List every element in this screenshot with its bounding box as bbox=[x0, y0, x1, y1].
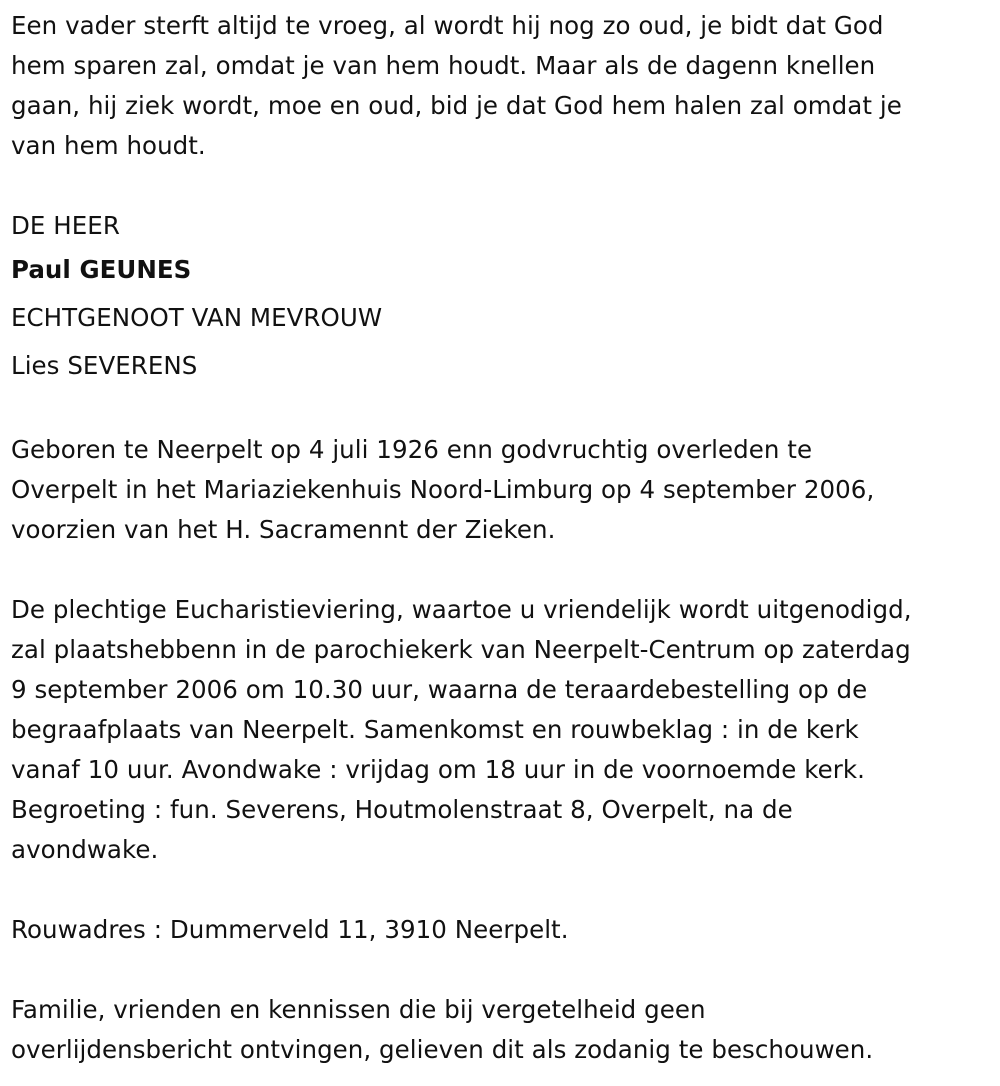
relation-label: ECHTGENOOT VAN MEVROUW bbox=[11, 303, 383, 332]
obituary-document bbox=[11, 6, 996, 1070]
spacer bbox=[11, 870, 996, 910]
closing-paragraph bbox=[11, 990, 996, 1070]
spacer bbox=[11, 550, 996, 590]
spouse-name: Lies SEVERENS bbox=[11, 351, 198, 380]
ceremony-line: begraafplaats van Neerpelt. Samenkomst en rouwbeklag : in de kerk bbox=[11, 715, 859, 744]
birth-death-paragraph bbox=[11, 430, 996, 550]
mourning-address-paragraph bbox=[11, 910, 996, 950]
spacer bbox=[11, 166, 996, 206]
deceased-name: Paul GEUNES bbox=[11, 255, 192, 284]
spacer bbox=[11, 390, 996, 430]
spacer bbox=[11, 950, 996, 990]
deceased-heading bbox=[11, 206, 996, 390]
mourning-address-line: Rouwadres : Dummerveld 11, 3910 Neerpelt. bbox=[11, 915, 569, 944]
poem-line: van hem houdt. bbox=[11, 131, 206, 160]
closing-line: overlijdensbericht ontvingen, gelieven dit als zodanig te beschouwen. bbox=[11, 1035, 874, 1064]
poem-line: hem sparen zal, omdat je van hem houdt. Maar als de dagenn knellen bbox=[11, 51, 876, 80]
birth-death-line: Geboren te Neerpelt op 4 juli 1926 enn godvruchtig overleden te bbox=[11, 435, 813, 464]
closing-line: Familie, vrienden en kennissen die bij vergetelheid geen bbox=[11, 995, 706, 1024]
birth-death-line: Overpelt in het Mariaziekenhuis Noord-Limburg op 4 september 2006, bbox=[11, 475, 875, 504]
poem-paragraph bbox=[11, 6, 996, 166]
ceremony-line: avondwake. bbox=[11, 835, 159, 864]
ceremony-line: De plechtige Eucharistieviering, waartoe u vriendelijk wordt uitgenodigd, bbox=[11, 595, 912, 624]
ceremony-paragraph bbox=[11, 590, 996, 870]
ceremony-line: 9 september 2006 om 10.30 uur, waarna de teraardebestelling op de bbox=[11, 675, 868, 704]
poem-line: Een vader sterft altijd te vroeg, al wordt hij nog zo oud, je bidt dat God bbox=[11, 11, 884, 40]
ceremony-line: vanaf 10 uur. Avondwake : vrijdag om 18 uur in de voornoemde kerk. bbox=[11, 755, 865, 784]
honorific-title: DE HEER bbox=[11, 211, 120, 240]
ceremony-line: Begroeting : fun. Severens, Houtmolenstraat 8, Overpelt, na de bbox=[11, 795, 793, 824]
ceremony-line: zal plaatshebbenn in de parochiekerk van Neerpelt-Centrum op zaterdag bbox=[11, 635, 911, 664]
poem-line: gaan, hij ziek wordt, moe en oud, bid je dat God hem halen zal omdat je bbox=[11, 91, 902, 120]
birth-death-line: voorzien van het H. Sacramennt der Zieken. bbox=[11, 515, 556, 544]
